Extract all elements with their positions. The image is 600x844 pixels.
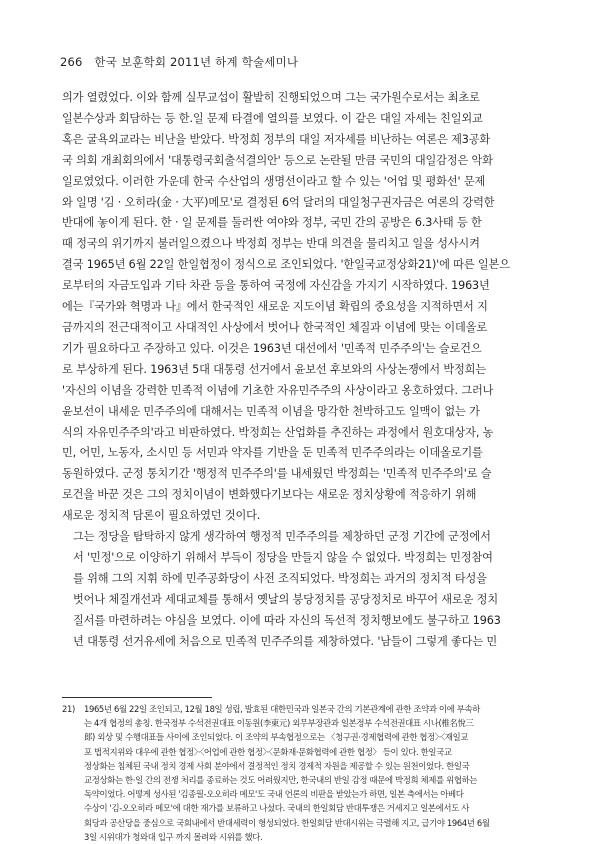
footnote: [62, 702, 540, 844]
text-line: 질서를 마련하려는 야심을 보였다. 이에 따라 자신의 독선적 정치행보에도 불구하고 1963: [73, 613, 501, 627]
text-line: 에는『국가와 혁명과 나』에서 한국적인 새로운 지도이념 확립의 중요성을 지적하면서 지: [62, 300, 488, 314]
body-text: [62, 88, 540, 652]
running-header: [60, 54, 298, 70]
footnote-line: 회당과 공산당을 중심으로 국회내에서 반대세력이 형성되었다. 한일회담 반대시위는 극렬해 지고, 급기야 1964년 6월: [84, 817, 490, 828]
text-line: 와 일명 '김 · 오히라(金 · 大平)메모'로 결정된 6억 달러의 대일청구권자금은 여론의 강력한: [62, 195, 495, 209]
footnote-line: 포 법적지위와 대우에 관한 협정〉·〈어업에 관한 협정〉·〈문화재·문화협력에 관한 협정〉 등이 있다. 한일국교: [84, 746, 452, 757]
paragraph: [62, 88, 540, 527]
footnote-text: 1965년 6월 22일 조인되고, 12월 18일 성립, 발효된 대한민국과 일본국 간의 기본관계에 관한 조약과 이에 부속하: [84, 704, 480, 714]
text-line: 년 대통령 선거유세에 처음으로 민족적 민주주의를 제창하였다. '남들이 그렇게 좋다는 민: [73, 634, 498, 648]
footnote-divider: [62, 697, 212, 698]
footnote-line: 郞) 외상 및 수행대표들 사이에 조인되었다. 이 조약의 부속협정으로는 〈청구권·경제협력에 관한 협정〉·〈재일교: [84, 732, 469, 743]
text-line: 때 정국의 위기까지 불러일으켰으나 박정희 정부는 반대 의견을 물리치고 일을 성사시켜: [62, 237, 480, 251]
text-line: 결국 1965년 6월 22일 한일협정이 정식으로 조인되었다. '한일국교정상화21)'에 따른 일본으: [62, 258, 510, 272]
text-line: 혹은 굴욕외교라는 비난을 받았다. 박정희 정부의 대일 저자세를 비난하는 여론은 제3공화: [62, 132, 491, 146]
text-line: 그는 정당을 탐탁하지 않게 생각하여 행정적 민주주의를 제창하던 군정 기간에 군정에서: [73, 530, 491, 544]
text-line: 벗어나 체질개선과 세대교체를 통해서 옛날의 붕당정치를 공당정치로 바꾸어 새로운 정치: [73, 592, 498, 606]
paragraph: [62, 527, 540, 652]
footnote-line: 교정상화는 한·일 간의 전쟁 처리를 종료하는 것도 어려웠지만, 한국내의 반일 감정 때문에 박정희 체제를 위협하는: [84, 775, 478, 786]
footnote-line: 는 4개 협정의 총칭. 한국정부 수석전권대표 이동원(李東元) 외무부장관과 일본정부 수석전권대표 시나(椎名悅三: [84, 718, 474, 729]
footnote-number: 21): [62, 704, 75, 714]
text-line: 를 위해 그의 지휘 하에 민주공화당이 사전 조직되었다. 박정희는 과거의 정치적 타성을: [73, 571, 487, 585]
text-line: 로건을 바꾼 것은 그의 정치이념이 변화했다기보다는 새로운 정치상황에 적응하기 위해: [62, 488, 477, 502]
text-line: 일본수상과 회담하는 등 한.일 문제 타결에 열의를 보였다. 이 같은 대일 자세는 친일외교: [62, 111, 483, 125]
text-line: 동원하였다. 군정 통치기간 '행정적 민주주의'를 내세웠던 박정희는 '민족적 민주주의'로 슬: [62, 467, 492, 481]
running-title: 한국 보훈학회 2011년 하계 학술세미나: [94, 55, 299, 69]
text-line: 서 '민정'으로 이양하기 위해서 부득이 정당을 만들지 않을 수 없었다. 박정희는 민정참여: [73, 550, 493, 564]
text-line: 로 부상하게 된다. 1963년 5대 대통령 선거에서 윤보선 후보와의 사상논쟁에서 박정희는: [62, 362, 486, 376]
text-line: '자신의 이념을 강력한 민족적 이념에 기초한 자유민주주의 사상이라고 옹호하였다. 그러나: [62, 383, 494, 397]
text-line: 의가 열렸었다. 이와 함께 실무교섭이 활발히 진행되었으며 그는 국가원수로서는 최초로: [62, 91, 480, 104]
text-line: 윤보선이 내세운 민주주의에 대해서는 민족적 이념을 망각한 천박하고도 일맥이 없는 가: [62, 404, 480, 418]
text-line: 식의 자유민주주의'라고 비판하였다. 박정희는 산업화를 추진하는 과정에서 원호대상자, 농: [62, 425, 494, 439]
footnote-line: 3일 시위대가 청와대 입구 까지 몰려와 시위를 했다.: [84, 831, 263, 842]
text-line: 기가 필요하다고 주장하고 있다. 이것은 1963년 대선에서 '민족적 민주주의'는 슬로건으: [62, 341, 482, 355]
text-line: 새로운 정치적 담론이 필요하였던 것이다.: [62, 509, 261, 523]
footnote-line: 수상이 '김-오오히라 메모'에 대한 재가를 보류하고 나섰다. 국내의 한일회담 반대투쟁은 거세지고 일본에서도 사: [84, 803, 469, 814]
footnote-line: 독약이었다. 어떻게 성사된 '김종필-오오히라 메모'도 국내 언론의 비판을 받았는가 하면, 일본 측에서는 아베다: [84, 789, 464, 800]
text-line: 일로였었다. 이러한 가운데 한국 수산업의 생명선이라고 할 수 있는 '어업 및 평화선' 문제: [62, 174, 486, 188]
footnote-line: 정상화는 침체된 국내 정치 경제 사회 분야에서 결정적인 정치 경제적 자원을 제공할 수 있는 원천이었다. 한일국: [84, 760, 470, 771]
page-number: 266: [60, 55, 83, 69]
footnote-line: [62, 702, 540, 716]
text-line: 국 의회 개최회의에서 '대통령국회출석결의안' 등으로 논란될 만큼 국민의 대일감정은 악화: [62, 153, 493, 167]
text-line: 금까지의 전근대적이고 사대적인 사상에서 벗어나 한국적인 체질과 이념에 맞는 이데올로: [62, 320, 487, 334]
text-line: 로부터의 자금도입과 기타 차관 등을 통하여 국정에 자신감을 가지기 시작하였다. 1963년: [62, 279, 490, 293]
text-line: 민, 어민, 노동자, 소시민 등 서민과 약자를 기반을 둔 민족적 민주주의라는 이데올로기를: [62, 446, 483, 460]
text-line: 반대에 놓이게 된다. 한 · 일 문제를 둘러싼 여야와 정부, 국민 간의 공방은 6.3사태 등 한: [62, 216, 482, 230]
